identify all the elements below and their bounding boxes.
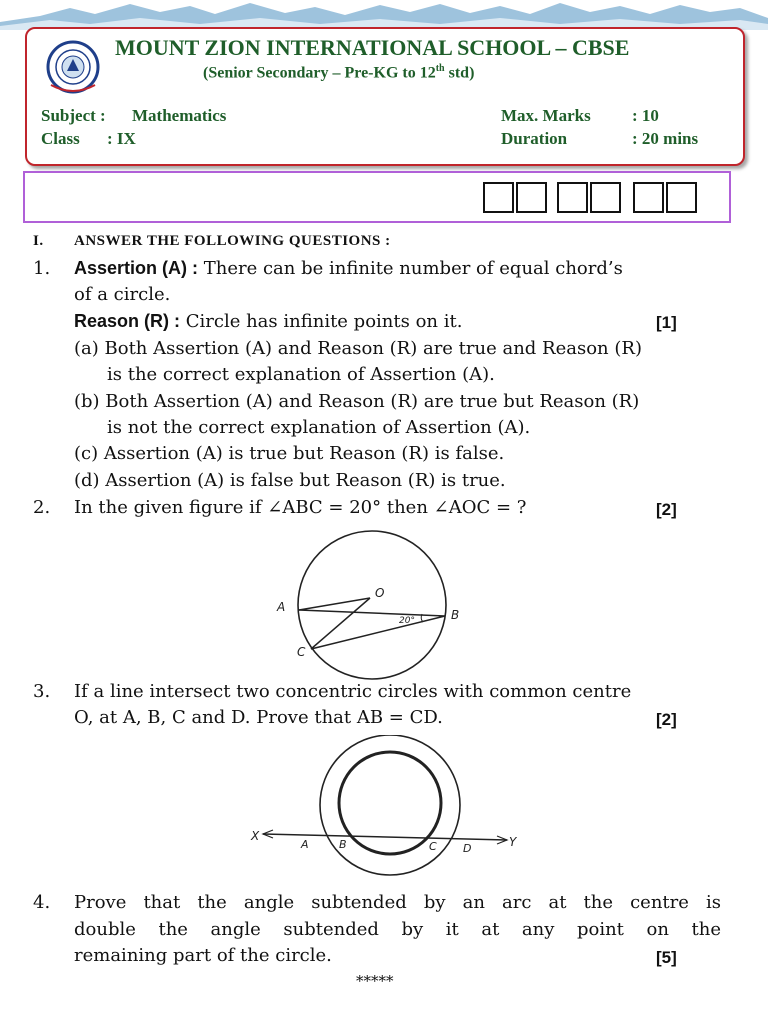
q4-text-3: remaining part of the circle. — [74, 945, 332, 966]
school-subtitle-pre: (Senior Secondary – Pre-KG to 12 — [203, 64, 436, 82]
duration-label: Duration — [501, 129, 568, 148]
duration-value: : 20 mins — [632, 129, 699, 148]
q1-assertion-text-2: of a circle. — [74, 284, 171, 305]
q3-text-2: O, at A, B, C and D. Prove that AB = CD. — [74, 707, 443, 728]
q2-label-angle: 20° — [399, 616, 415, 626]
school-subtitle-sup: th — [435, 63, 445, 74]
q2-line-ao — [299, 598, 370, 610]
q1-option-a-line2: is the correct explanation of Assertion (A). — [107, 364, 495, 385]
q1-assertion-label: Assertion (A) : — [74, 258, 199, 278]
q3-label-c: C — [429, 840, 437, 853]
subject-value: Mathematics — [132, 106, 227, 125]
q1-option-a-line1: (a) Both Assertion (A) and Reason (R) are true and Reason (R) — [74, 338, 642, 359]
q1-reason-text: Circle has infinite points on it. — [180, 311, 463, 332]
q2-label-c: C — [297, 645, 306, 659]
section-title: ANSWER THE FOLLOWING QUESTIONS : — [74, 233, 391, 249]
roll-cell[interactable] — [557, 182, 588, 213]
subject-label: Subject : — [41, 106, 106, 125]
q1-reason-label: Reason (R) : — [74, 311, 181, 331]
class-label: Class — [41, 129, 80, 148]
school-subtitle-post: std) — [444, 64, 475, 82]
q2-circle-figure — [262, 525, 462, 685]
q3-label-y: Y — [509, 835, 517, 849]
q3-label-d: D — [463, 842, 472, 855]
school-logo-icon — [43, 39, 103, 95]
q3-number: 3. — [33, 681, 51, 702]
q3-line-xy — [263, 834, 507, 840]
q3-label-a: A — [301, 838, 309, 851]
q3-label-b: B — [339, 838, 347, 851]
mountain-banner — [0, 0, 768, 30]
q1-option-d: (d) Assertion (A) is false but Reason (R) is true. — [74, 470, 506, 491]
q4-text-2: double the angle subtended by it at any point on the — [74, 919, 721, 940]
roll-cell[interactable] — [590, 182, 621, 213]
roll-cell[interactable] — [633, 182, 664, 213]
q1-reason — [74, 311, 462, 332]
q1-option-b-line1: (b) Both Assertion (A) and Reason (R) are true but Reason (R) — [74, 391, 640, 412]
q1-marks: [1] — [656, 313, 677, 332]
q3-text-1: If a line intersect two concentric circles with common centre — [74, 681, 632, 702]
q2-label-b: B — [451, 608, 460, 622]
school-name: MOUNT ZION INTERNATIONAL SCHOOL – CBSE — [115, 35, 630, 60]
school-subtitle — [203, 63, 474, 82]
q4-text-1: Prove that the angle subtended by an arc at the centre is — [74, 892, 721, 913]
q1-number: 1. — [33, 258, 51, 279]
max-marks-value: : 10 — [632, 106, 659, 125]
q1-assertion — [74, 258, 623, 279]
max-marks-label: Max. Marks — [501, 106, 591, 125]
q2-line-ab — [299, 610, 445, 616]
footer-stars: ***** — [356, 972, 394, 990]
q4-marks: [5] — [656, 948, 677, 967]
roll-cell[interactable] — [516, 182, 547, 213]
q3-concentric-figure — [245, 735, 525, 885]
q1-assertion-text: There can be infinite number of equal chord’s — [198, 258, 623, 279]
q2-label-a: A — [277, 600, 286, 614]
header-box — [25, 27, 745, 166]
q1-option-b-line2: is not the correct explanation of Assertion (A). — [107, 417, 531, 438]
class-value: : IX — [107, 129, 136, 148]
q2-number: 2. — [33, 497, 51, 518]
q2-label-o: O — [375, 586, 385, 600]
roll-cell[interactable] — [666, 182, 697, 213]
q3-marks: [2] — [656, 710, 677, 729]
q2-circle — [298, 531, 446, 679]
q2-marks: [2] — [656, 500, 677, 519]
section-number: I. — [33, 233, 44, 249]
q2-text: In the given figure if ∠ABC = 20° then ∠AOC = ? — [74, 497, 527, 518]
q4-number: 4. — [33, 892, 51, 913]
q3-label-x: X — [251, 829, 260, 843]
roll-cell[interactable] — [483, 182, 514, 213]
q1-option-c: (c) Assertion (A) is true but Reason (R) is false. — [74, 443, 505, 464]
student-name-box[interactable] — [23, 171, 731, 223]
